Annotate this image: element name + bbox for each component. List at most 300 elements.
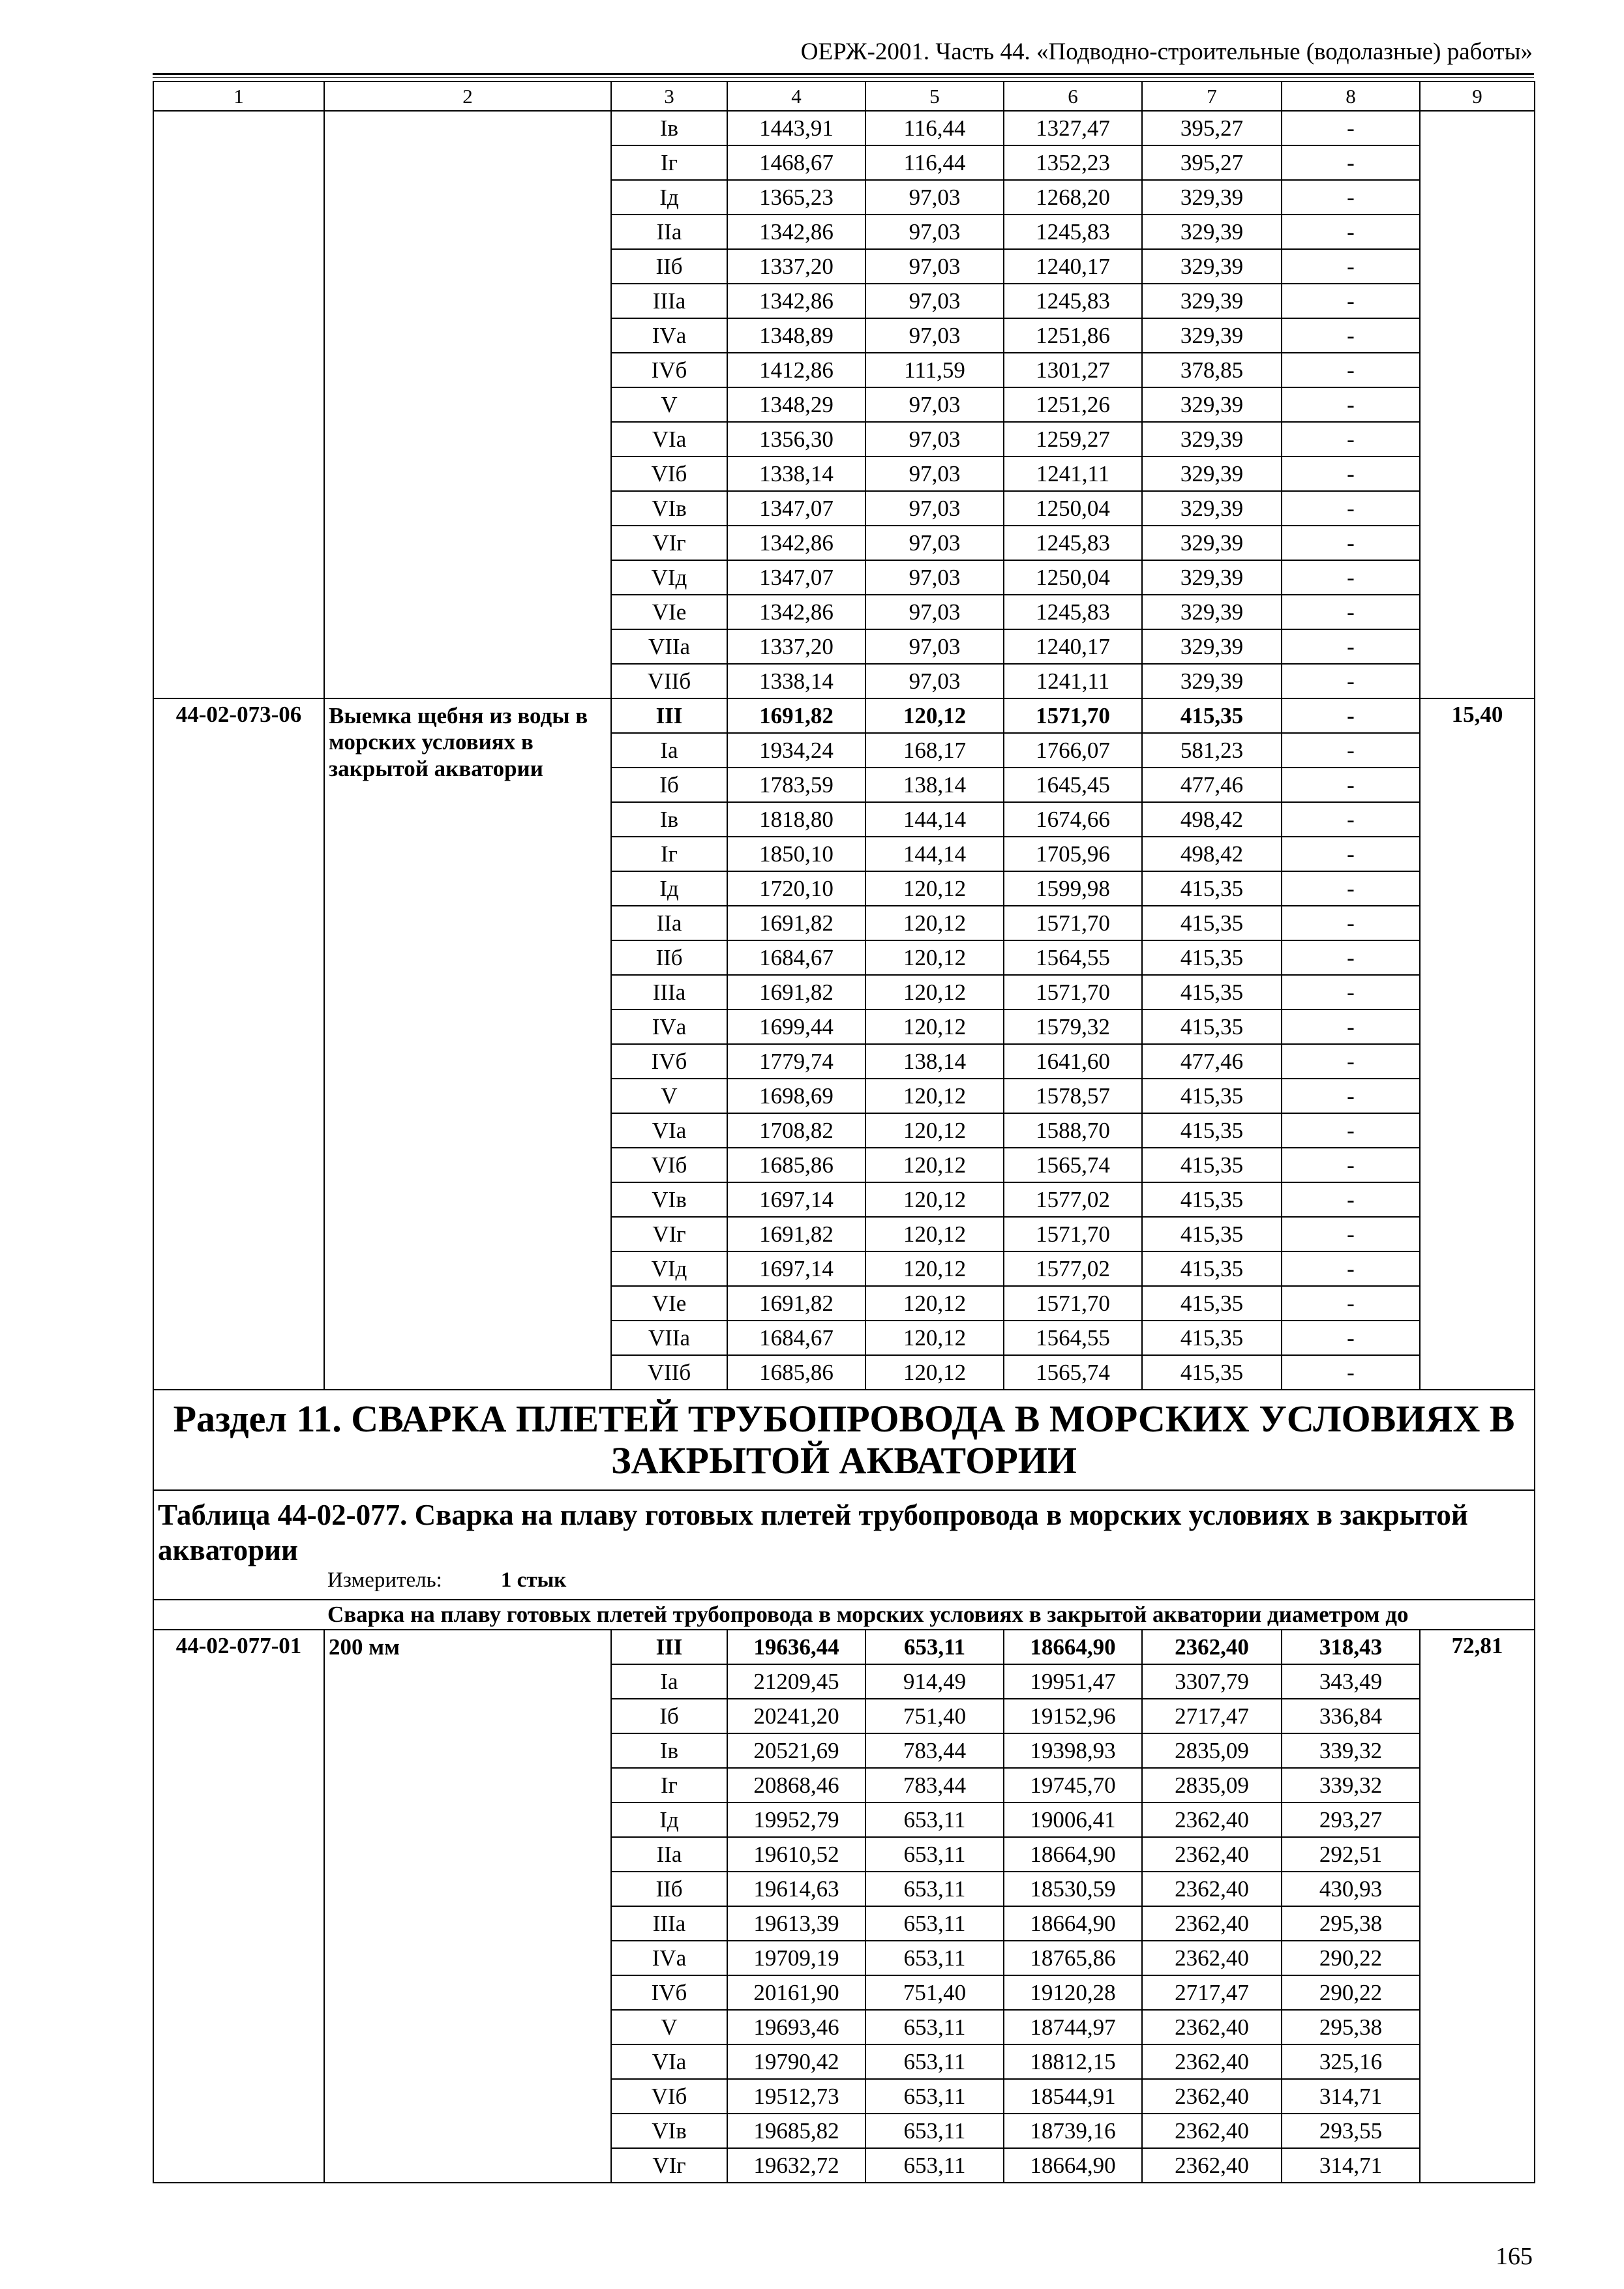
value-cell: 477,46 (1142, 1044, 1282, 1079)
value-cell: 97,03 (865, 180, 1004, 215)
value-cell: 1674,66 (1004, 802, 1142, 837)
value-cell: 2362,40 (1142, 2010, 1282, 2044)
value-cell: - (1282, 422, 1420, 456)
column-number: 2 (324, 82, 611, 111)
value-cell: 415,35 (1142, 698, 1282, 733)
value-cell: 19152,96 (1004, 1699, 1142, 1733)
value-cell: 292,51 (1282, 1837, 1420, 1872)
value-cell: 1578,57 (1004, 1079, 1142, 1113)
value-cell: 653,11 (865, 1837, 1004, 1872)
value-cell: 1365,23 (727, 180, 865, 215)
value-cell: 329,39 (1142, 526, 1282, 560)
value-cell: 314,71 (1282, 2148, 1420, 2183)
value-cell: 2835,09 (1142, 1768, 1282, 1803)
value-cell: - (1282, 871, 1420, 906)
value-cell: 2362,40 (1142, 2148, 1282, 2183)
value-cell: 329,39 (1142, 422, 1282, 456)
index-cell (1420, 111, 1535, 698)
value-cell: 1577,02 (1004, 1251, 1142, 1286)
value-cell: 1251,26 (1004, 387, 1142, 422)
value-cell: 19006,41 (1004, 1803, 1142, 1837)
zone-cell: VIIб (611, 1355, 727, 1390)
zone-cell: IVб (611, 353, 727, 387)
value-cell: - (1282, 1286, 1420, 1321)
value-cell: 1691,82 (727, 906, 865, 940)
value-cell: 329,39 (1142, 491, 1282, 526)
value-cell: 293,55 (1282, 2114, 1420, 2148)
value-cell: 97,03 (865, 249, 1004, 284)
price-table (153, 81, 1535, 2183)
subheading-row (153, 1600, 1535, 1630)
value-cell: 1342,86 (727, 595, 865, 629)
value-cell: 581,23 (1142, 733, 1282, 768)
value-cell: 1588,70 (1004, 1113, 1142, 1148)
value-cell: 120,12 (865, 871, 1004, 906)
value-cell: 290,22 (1282, 1975, 1420, 2010)
value-cell: - (1282, 629, 1420, 664)
value-cell: 1245,83 (1004, 595, 1142, 629)
value-cell: 18664,90 (1004, 1906, 1142, 1941)
value-cell: - (1282, 975, 1420, 1010)
zone-cell: IIIа (611, 1906, 727, 1941)
norm-name-cell (324, 111, 611, 698)
value-cell: 1766,07 (1004, 733, 1142, 768)
section-title-row (153, 1390, 1535, 1490)
value-cell: 1245,83 (1004, 215, 1142, 249)
value-cell: 1348,89 (727, 318, 865, 353)
value-cell: 329,39 (1142, 387, 1282, 422)
value-cell: 19613,39 (727, 1906, 865, 1941)
value-cell: 20521,69 (727, 1733, 865, 1768)
zone-cell: IVа (611, 318, 727, 353)
value-cell: 97,03 (865, 318, 1004, 353)
value-cell: - (1282, 698, 1420, 733)
value-cell: 783,44 (865, 1733, 1004, 1768)
value-cell: 415,35 (1142, 906, 1282, 940)
value-cell: 1245,83 (1004, 284, 1142, 318)
value-cell: 2362,40 (1142, 1803, 1282, 1837)
value-cell: 1850,10 (727, 837, 865, 871)
zone-cell: VIа (611, 1113, 727, 1148)
value-cell: 1565,74 (1004, 1355, 1142, 1390)
value-cell: 19512,73 (727, 2079, 865, 2114)
column-number: 5 (865, 82, 1004, 111)
table-title-row (153, 1490, 1535, 1600)
value-cell: 1691,82 (727, 698, 865, 733)
zone-cell: VIг (611, 526, 727, 560)
value-cell: 329,39 (1142, 629, 1282, 664)
value-cell: 1250,04 (1004, 491, 1142, 526)
value-cell: 1691,82 (727, 975, 865, 1010)
index-cell: 15,40 (1420, 698, 1535, 1390)
value-cell: - (1282, 284, 1420, 318)
value-cell: 120,12 (865, 1079, 1004, 1113)
zone-cell: Iг (611, 837, 727, 871)
value-cell: - (1282, 940, 1420, 975)
value-cell: 329,39 (1142, 664, 1282, 698)
value-cell: 120,12 (865, 906, 1004, 940)
value-cell: 415,35 (1142, 1321, 1282, 1355)
zone-cell: VIIб (611, 664, 727, 698)
column-number: 1 (153, 82, 324, 111)
value-cell: 120,12 (865, 975, 1004, 1010)
value-cell: 653,11 (865, 2010, 1004, 2044)
value-cell: 120,12 (865, 940, 1004, 975)
value-cell: 2362,40 (1142, 2079, 1282, 2114)
value-cell: 1250,04 (1004, 560, 1142, 595)
value-cell: 1684,67 (727, 940, 865, 975)
zone-cell: VIв (611, 2114, 727, 2148)
value-cell: 2362,40 (1142, 2044, 1282, 2079)
zone-cell: IIб (611, 249, 727, 284)
value-cell: 20161,90 (727, 1975, 865, 2010)
value-cell: 2362,40 (1142, 1872, 1282, 1906)
measure-line (327, 1568, 1530, 1594)
table-title: Таблица 44-02-077. Сварка на плаву готовых плетей трубопровода в морских условиях в закрытой акватории (158, 1499, 1468, 1566)
value-cell: 1708,82 (727, 1113, 865, 1148)
value-cell: 1338,14 (727, 664, 865, 698)
table-row (153, 1630, 1535, 1664)
norm-code-cell (153, 111, 324, 698)
value-cell: 120,12 (865, 1251, 1004, 1286)
measure-value: 1 стык (500, 1568, 567, 1592)
value-cell: 1240,17 (1004, 629, 1142, 664)
value-cell: - (1282, 802, 1420, 837)
value-cell: 18739,16 (1004, 2114, 1142, 2148)
value-cell: 1347,07 (727, 491, 865, 526)
value-cell: 144,14 (865, 802, 1004, 837)
value-cell: 1348,29 (727, 387, 865, 422)
value-cell: - (1282, 145, 1420, 180)
value-cell: 751,40 (865, 1975, 1004, 2010)
zone-cell: Iб (611, 768, 727, 802)
zone-cell: VIб (611, 1148, 727, 1182)
value-cell: 329,39 (1142, 215, 1282, 249)
value-cell: 339,32 (1282, 1768, 1420, 1803)
value-cell: 1697,14 (727, 1182, 865, 1217)
value-cell: 168,17 (865, 733, 1004, 768)
value-cell: 339,32 (1282, 1733, 1420, 1768)
value-cell: 329,39 (1142, 180, 1282, 215)
value-cell: 415,35 (1142, 1113, 1282, 1148)
value-cell: 19610,52 (727, 1837, 865, 1872)
value-cell: 295,38 (1282, 1906, 1420, 1941)
value-cell: 97,03 (865, 491, 1004, 526)
value-cell: 1356,30 (727, 422, 865, 456)
value-cell: 1338,14 (727, 456, 865, 491)
zone-cell: VIа (611, 422, 727, 456)
value-cell: 18530,59 (1004, 1872, 1142, 1906)
value-cell: 329,39 (1142, 318, 1282, 353)
zone-cell: IIа (611, 215, 727, 249)
value-cell: 97,03 (865, 422, 1004, 456)
value-cell: - (1282, 595, 1420, 629)
column-number-row (153, 82, 1535, 111)
value-cell: - (1282, 353, 1420, 387)
value-cell: 97,03 (865, 526, 1004, 560)
value-cell: 1571,70 (1004, 1286, 1142, 1321)
value-cell: 120,12 (865, 1286, 1004, 1321)
value-cell: - (1282, 1148, 1420, 1182)
zone-cell: VIд (611, 1251, 727, 1286)
value-cell: 914,49 (865, 1664, 1004, 1699)
value-cell: - (1282, 318, 1420, 353)
value-cell: - (1282, 733, 1420, 768)
value-cell: 120,12 (865, 1010, 1004, 1044)
header-rule-thin (153, 77, 1534, 78)
value-cell: - (1282, 1079, 1420, 1113)
subheading: Сварка на плаву готовых плетей трубопровода в морских условиях в закрытой акватории диаметром до (153, 1600, 1535, 1630)
column-number: 9 (1420, 82, 1535, 111)
page-header: ОЕРЖ-2001. Часть 44. «Подводно-строительные (водолазные) работы» (800, 38, 1533, 65)
value-cell: 751,40 (865, 1699, 1004, 1733)
value-cell: - (1282, 837, 1420, 871)
zone-cell: IVб (611, 1975, 727, 2010)
value-cell: 395,27 (1142, 111, 1282, 145)
value-cell: 97,03 (865, 629, 1004, 664)
value-cell: 1342,86 (727, 284, 865, 318)
value-cell: 1301,27 (1004, 353, 1142, 387)
value-cell: 430,93 (1282, 1872, 1420, 1906)
value-cell: - (1282, 1321, 1420, 1355)
zone-cell: Iг (611, 1768, 727, 1803)
value-cell: 1779,74 (727, 1044, 865, 1079)
value-cell: 314,71 (1282, 2079, 1420, 2114)
value-cell: 1342,86 (727, 526, 865, 560)
value-cell: 1337,20 (727, 249, 865, 284)
value-cell: 20241,20 (727, 1699, 865, 1733)
value-cell: 1579,32 (1004, 1010, 1142, 1044)
value-cell: - (1282, 526, 1420, 560)
column-number: 8 (1282, 82, 1420, 111)
value-cell: 1443,91 (727, 111, 865, 145)
value-cell: 329,39 (1142, 456, 1282, 491)
value-cell: 1251,86 (1004, 318, 1142, 353)
value-cell: - (1282, 1217, 1420, 1251)
value-cell: 653,11 (865, 1630, 1004, 1664)
table-row (153, 698, 1535, 733)
zone-cell: VIб (611, 2079, 727, 2114)
value-cell: 1697,14 (727, 1251, 865, 1286)
value-cell: 19120,28 (1004, 1975, 1142, 2010)
value-cell: 415,35 (1142, 1182, 1282, 1217)
value-cell: 19685,82 (727, 2114, 865, 2148)
zone-cell: VIб (611, 456, 727, 491)
norm-code-cell: 44-02-077-01 (153, 1630, 324, 2183)
zone-cell: IIа (611, 906, 727, 940)
zone-cell: VIг (611, 1217, 727, 1251)
value-cell: 415,35 (1142, 1217, 1282, 1251)
zone-cell: IIIа (611, 284, 727, 318)
value-cell: 18812,15 (1004, 2044, 1142, 2079)
zone-cell: V (611, 2010, 727, 2044)
value-cell: 97,03 (865, 595, 1004, 629)
value-cell: 329,39 (1142, 595, 1282, 629)
value-cell: 653,11 (865, 1906, 1004, 1941)
value-cell: 19693,46 (727, 2010, 865, 2044)
value-cell: 415,35 (1142, 940, 1282, 975)
value-cell: 97,03 (865, 664, 1004, 698)
value-cell: 1691,82 (727, 1217, 865, 1251)
value-cell: - (1282, 664, 1420, 698)
value-cell: 2362,40 (1142, 1941, 1282, 1975)
value-cell: 295,38 (1282, 2010, 1420, 2044)
value-cell: - (1282, 768, 1420, 802)
zone-cell: Iа (611, 1664, 727, 1699)
value-cell: 1818,80 (727, 802, 865, 837)
price-table-body (153, 82, 1535, 2183)
value-cell: 120,12 (865, 1217, 1004, 1251)
value-cell: - (1282, 491, 1420, 526)
value-cell: - (1282, 1355, 1420, 1390)
value-cell: 1240,17 (1004, 249, 1142, 284)
value-cell: 415,35 (1142, 1251, 1282, 1286)
value-cell: 2362,40 (1142, 1837, 1282, 1872)
value-cell: 1259,27 (1004, 422, 1142, 456)
value-cell: 1698,69 (727, 1079, 865, 1113)
zone-cell: VIе (611, 595, 727, 629)
index-cell: 72,81 (1420, 1630, 1535, 2183)
value-cell: 97,03 (865, 560, 1004, 595)
value-cell: 116,44 (865, 145, 1004, 180)
value-cell: 783,44 (865, 1768, 1004, 1803)
zone-cell: Iв (611, 111, 727, 145)
value-cell: 290,22 (1282, 1941, 1420, 1975)
value-cell: 378,85 (1142, 353, 1282, 387)
value-cell: - (1282, 1044, 1420, 1079)
value-cell: 97,03 (865, 456, 1004, 491)
value-cell: 1571,70 (1004, 1217, 1142, 1251)
zone-cell: V (611, 387, 727, 422)
value-cell: 138,14 (865, 1044, 1004, 1079)
value-cell: 20868,46 (727, 1768, 865, 1803)
value-cell: 120,12 (865, 1148, 1004, 1182)
value-cell: 415,35 (1142, 1355, 1282, 1390)
value-cell: 1684,67 (727, 1321, 865, 1355)
zone-cell: Iа (611, 733, 727, 768)
value-cell: 1577,02 (1004, 1182, 1142, 1217)
value-cell: 144,14 (865, 837, 1004, 871)
zone-cell: IIIа (611, 975, 727, 1010)
value-cell: 1934,24 (727, 733, 865, 768)
value-cell: 19632,72 (727, 2148, 865, 2183)
zone-cell: VIIа (611, 1321, 727, 1355)
value-cell: 120,12 (865, 1113, 1004, 1148)
value-cell: 18664,90 (1004, 2148, 1142, 2183)
value-cell: 19745,70 (1004, 1768, 1142, 1803)
measure-label: Измеритель: (327, 1568, 442, 1592)
value-cell: - (1282, 111, 1420, 145)
value-cell: 1699,44 (727, 1010, 865, 1044)
value-cell: 1645,45 (1004, 768, 1142, 802)
norm-code-cell: 44-02-073-06 (153, 698, 324, 1390)
value-cell: 97,03 (865, 284, 1004, 318)
zone-cell: Iд (611, 180, 727, 215)
value-cell: 415,35 (1142, 1148, 1282, 1182)
value-cell: 415,35 (1142, 1286, 1282, 1321)
value-cell: 19636,44 (727, 1630, 865, 1664)
value-cell: 2717,47 (1142, 1975, 1282, 2010)
table-title-cell (153, 1490, 1535, 1600)
value-cell: - (1282, 1182, 1420, 1217)
value-cell: 1412,86 (727, 353, 865, 387)
value-cell: 1564,55 (1004, 940, 1142, 975)
value-cell: 1241,11 (1004, 456, 1142, 491)
zone-cell: IVа (611, 1010, 727, 1044)
zone-cell: IIб (611, 940, 727, 975)
value-cell: 2362,40 (1142, 1630, 1282, 1664)
section-title: Раздел 11. СВАРКА ПЛЕТЕЙ ТРУБОПРОВОДА В МОРСКИХ УСЛОВИЯХ В ЗАКРЫТОЙ АКВАТОРИИ (153, 1390, 1535, 1490)
value-cell: 293,27 (1282, 1803, 1420, 1837)
value-cell: 477,46 (1142, 768, 1282, 802)
value-cell: 19951,47 (1004, 1664, 1142, 1699)
value-cell: 111,59 (865, 353, 1004, 387)
zone-cell: Iд (611, 1803, 727, 1837)
value-cell: 329,39 (1142, 284, 1282, 318)
value-cell: 18664,90 (1004, 1837, 1142, 1872)
zone-cell: III (611, 698, 727, 733)
value-cell: 1337,20 (727, 629, 865, 664)
value-cell: 1352,23 (1004, 145, 1142, 180)
value-cell: 329,39 (1142, 249, 1282, 284)
value-cell: 19952,79 (727, 1803, 865, 1837)
value-cell: - (1282, 215, 1420, 249)
zone-cell: Iд (611, 871, 727, 906)
value-cell: 116,44 (865, 111, 1004, 145)
zone-cell: VIд (611, 560, 727, 595)
value-cell: - (1282, 180, 1420, 215)
value-cell: 1564,55 (1004, 1321, 1142, 1355)
zone-cell: VIв (611, 1182, 727, 1217)
value-cell: 1571,70 (1004, 906, 1142, 940)
value-cell: 19398,93 (1004, 1733, 1142, 1768)
value-cell: 120,12 (865, 1355, 1004, 1390)
value-cell: - (1282, 1251, 1420, 1286)
value-cell: 19614,63 (727, 1872, 865, 1906)
norm-name-cell: 200 мм (324, 1630, 611, 2183)
value-cell: 653,11 (865, 1941, 1004, 1975)
value-cell: 1783,59 (727, 768, 865, 802)
zone-cell: IVа (611, 1941, 727, 1975)
zone-cell: VIа (611, 2044, 727, 2079)
value-cell: 1641,60 (1004, 1044, 1142, 1079)
column-number: 4 (727, 82, 865, 111)
value-cell: 498,42 (1142, 802, 1282, 837)
value-cell: 18544,91 (1004, 2079, 1142, 2114)
value-cell: - (1282, 560, 1420, 595)
value-cell: 2835,09 (1142, 1733, 1282, 1768)
value-cell: 97,03 (865, 215, 1004, 249)
value-cell: 653,11 (865, 1803, 1004, 1837)
value-cell: 415,35 (1142, 1079, 1282, 1113)
page-number: 165 (1496, 2243, 1533, 2270)
zone-cell: Iг (611, 145, 727, 180)
value-cell: 653,11 (865, 2114, 1004, 2148)
zone-cell: Iв (611, 1733, 727, 1768)
value-cell: 97,03 (865, 387, 1004, 422)
value-cell: 653,11 (865, 2079, 1004, 2114)
zone-cell: IIа (611, 1837, 727, 1872)
value-cell: 1571,70 (1004, 698, 1142, 733)
value-cell: 1565,74 (1004, 1148, 1142, 1182)
value-cell: 415,35 (1142, 1010, 1282, 1044)
value-cell: - (1282, 906, 1420, 940)
value-cell: 1691,82 (727, 1286, 865, 1321)
value-cell: 415,35 (1142, 975, 1282, 1010)
value-cell: 1705,96 (1004, 837, 1142, 871)
value-cell: 336,84 (1282, 1699, 1420, 1733)
zone-cell: VIв (611, 491, 727, 526)
